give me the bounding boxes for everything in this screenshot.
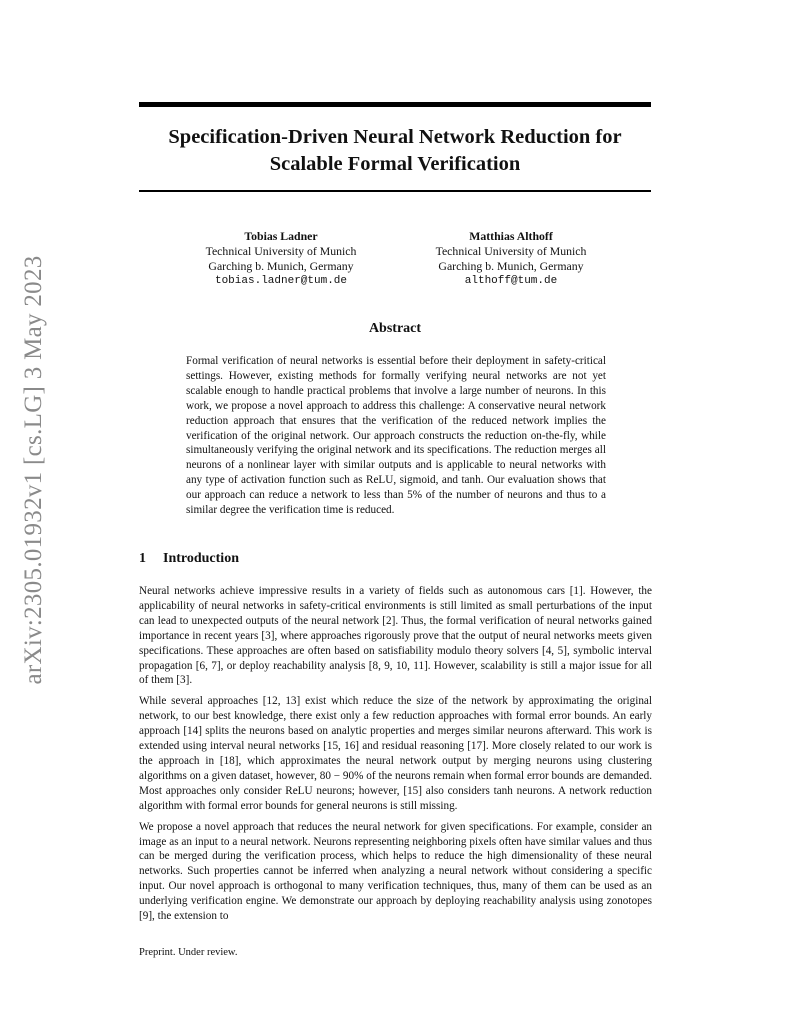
section-number: 1 [139, 551, 146, 566]
footer-note: Preprint. Under review. [139, 947, 238, 958]
author-name: Matthias Althoff [469, 229, 553, 243]
paragraph: We propose a novel approach that reduces the neural network for given specifications. For example, consider an image as an input to a neural network. Neurons representing neighboring pixels often have similar values and thus can be merged during the verification process, which helps to reduce the high dimensionality of these neural networks. Such properties cannot be inferred when analyzing a neural network without considering a specific input. Our novel approach is orthogonal to many verification techniques, thus, many of them can be used as an underlying verification engine. We demonstrate our approach by deploying reachability analysis using zonotopes [9], the extension to [139, 820, 652, 923]
author-block-1 [166, 229, 396, 289]
author-affiliation: Technical University of Munich [435, 244, 587, 258]
section-title: Introduction [163, 551, 239, 566]
author-email[interactable]: tobias.ladner@tum.de [214, 275, 348, 287]
paper-title: Specification-Driven Neural Network Reduction for Scalable Formal Verification [168, 126, 622, 175]
paragraph: Neural networks achieve impressive results in a variety of fields such as autonomous cars [1]. However, the applicability of neural networks in safety-critical environments is still limited as small perturbations of the input can lead to unexpected outputs of the neural network [2]. Thus, the formal verification of neural networks gained importance in recent years [3], where approaches rigorously prove that the output of neural networks meets given specifications. These approaches are often based on satisfiability modulo theory solvers [4, 5], symbolic interval propagation [6, 7], or deploy reachability analysis [8, 9, 10, 11]. However, scalability is still a major issue for all of them [3]. [139, 585, 652, 687]
author-affiliation: Technical University of Munich [205, 244, 357, 258]
author-email[interactable]: althoff@tum.de [464, 275, 558, 287]
paragraph: While several approaches [12, 13] exist which reduce the size of the network by approximating the original network, to our best knowledge, there exist only a few reduction approaches with formal error bounds. An early approach [14] splits the neurons based on analytic properties and merges similar neurons afterward. This work is extended using interval neural networks [15, 16] and residual reasoning [17]. More closely related to our work is the approach in [18], which approximates the neural network output by merging neurons using clustering algorithms on a given dataset, however, 80 − 90% of the neurons remain when formal error bounds are demanded. Most approaches only consider ReLU neurons; however, [15] also considers tanh neurons. A network reduction algorithm with formal error bounds for general neurons is still missing. [139, 695, 652, 812]
abstract-heading: Abstract [368, 321, 422, 336]
author-location: Garching b. Munich, Germany [208, 259, 354, 273]
arxiv-stamp: arXiv:2305.01932v1 [cs.LG] 3 May 2023 [20, 255, 47, 685]
body-text [139, 584, 652, 930]
abstract-text: Formal verification of neural networks is essential before their deployment in safety-critical settings. However, existing methods for formally verifying neural networks are not yet scalable enough to handle practical problems that involve a large number of neurons. In this work, we propose a novel approach to address this challenge: A conservative neural network reduction approach that ensures that the verification of the reduced network implies the verification of the original network. Our approach constructs the reduction on-the-fly, while simultaneously verifying the original network and its specifications. The reduction merges all neurons of a nonlinear layer with similar outputs and is applicable to neural networks with any type of activation function such as ReLU, sigmoid, and tanh. Our evaluation shows that our approach can reduce a network to less than 5% of the number of neurons and thus to a similar degree the verification time is reduced. [186, 355, 606, 517]
author-name: Tobias Ladner [244, 229, 318, 243]
author-location: Garching b. Munich, Germany [438, 259, 584, 273]
section-heading [139, 551, 239, 567]
title-rule-top [139, 102, 651, 107]
title-rule-bottom [139, 190, 651, 192]
author-block-2 [396, 229, 626, 289]
